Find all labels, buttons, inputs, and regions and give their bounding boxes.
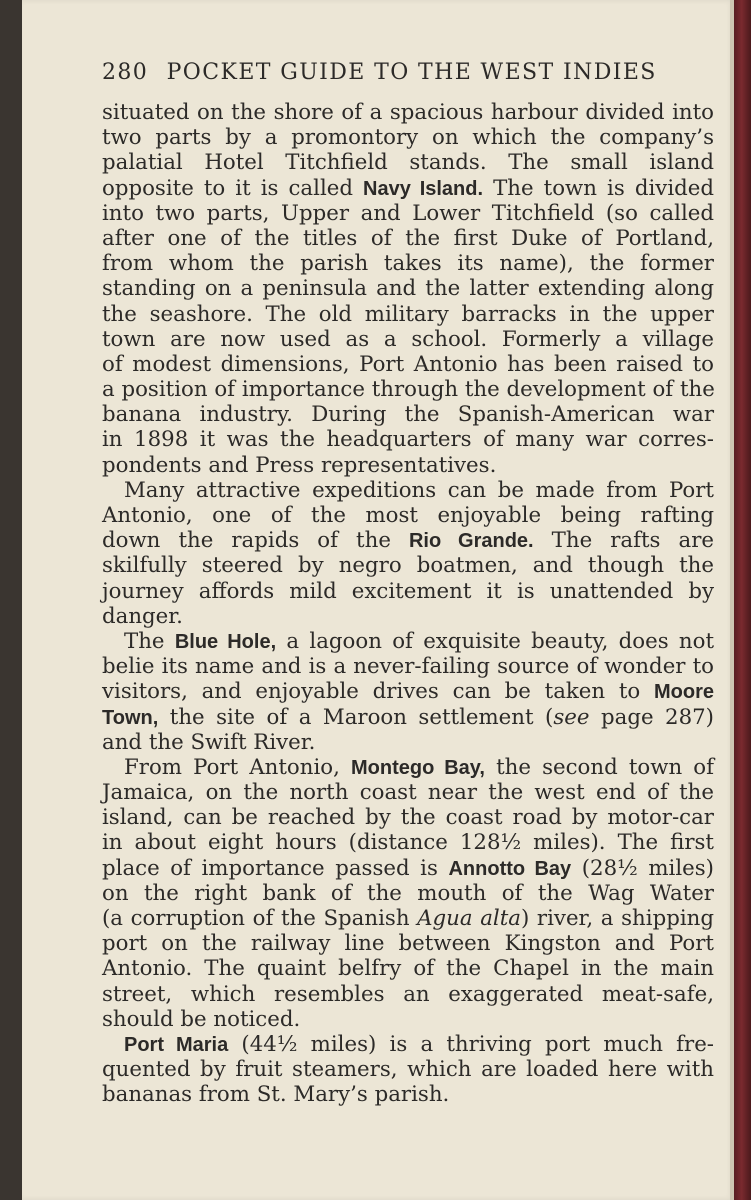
text-run: Jamaica, on the north coast near the west end of the xyxy=(102,780,714,806)
text-line xyxy=(102,276,714,301)
text-line xyxy=(102,654,714,679)
text-line xyxy=(102,780,714,805)
place-name: Moore xyxy=(654,681,714,704)
text-line xyxy=(102,982,714,1007)
text-line xyxy=(102,604,714,629)
text-run: two parts by a promontory on which the company’s xyxy=(102,125,714,151)
text-line xyxy=(102,679,714,704)
text-run: From Port Antonio, xyxy=(124,754,351,780)
text-line xyxy=(102,805,714,830)
text-run: The town is divided xyxy=(483,175,714,201)
text-run: a position of importance through the development of the xyxy=(102,377,715,403)
text-line xyxy=(102,579,714,604)
text-line xyxy=(102,352,714,377)
place-name: Annotto Bay xyxy=(448,857,572,880)
text-run: street, which resembles an exaggerated meat-safe, xyxy=(102,981,714,1007)
text-line xyxy=(102,931,714,956)
text-line xyxy=(102,176,714,201)
text-line xyxy=(102,251,714,276)
text-line xyxy=(102,150,714,175)
text-line xyxy=(102,553,714,578)
text-run: of modest dimensions, Port Antonio has been raised to xyxy=(102,351,714,377)
text-run: (a corruption of the Spanish xyxy=(102,906,418,931)
text-line xyxy=(102,100,714,125)
text-run: in 1898 it was the headquarters of many war corres- xyxy=(102,427,714,453)
text-run: skilfully steered by negro boatmen, and though the xyxy=(102,553,714,579)
text-line xyxy=(102,125,714,150)
text-run: The rafts are xyxy=(533,528,715,554)
italic-word: see xyxy=(553,704,590,730)
text-run: the site of a Maroon settlement ( xyxy=(158,704,554,730)
text-line xyxy=(102,755,714,780)
text-run: quented by fruit steamers, which are loaded here with xyxy=(102,1057,714,1083)
text-run: place of importance passed is xyxy=(102,855,449,881)
book-spine xyxy=(734,0,751,1200)
text-line xyxy=(102,377,714,402)
text-run: journey affords mild excitement it is unattended by xyxy=(102,578,714,604)
text-run: (44½ miles) is a thriving port much fre- xyxy=(228,1031,714,1057)
text-line xyxy=(102,956,714,981)
text-line xyxy=(102,906,714,931)
place-name: Blue Hole, xyxy=(174,630,277,653)
text-line xyxy=(102,201,714,226)
text-line xyxy=(102,528,714,553)
text-line xyxy=(102,226,714,251)
text-line xyxy=(102,453,714,478)
italic-word: Agua alta xyxy=(417,906,521,931)
text-run: and the Swift River. xyxy=(102,729,316,755)
text-run: danger. xyxy=(102,603,183,629)
text-run: in about eight hours (distance 128½ miles). The first xyxy=(102,830,714,856)
text-run: a lagoon of exquisite beauty, does not xyxy=(276,628,715,654)
text-run: palatial Hotel Titchfield stands. The small island xyxy=(102,150,714,176)
text-line xyxy=(102,427,714,452)
page-header xyxy=(102,60,662,85)
text-run: down the rapids of the xyxy=(102,528,409,554)
text-run: standing on a peninsula and the latter extending along xyxy=(102,276,714,302)
place-name: Navy Island. xyxy=(363,177,484,200)
place-name: Port Maria xyxy=(124,1033,229,1056)
book-page xyxy=(22,0,734,1200)
text-run: the seashore. The old military barracks in the upper xyxy=(102,301,714,327)
text-line xyxy=(102,856,714,881)
text-run: ) river, a shipping xyxy=(521,906,714,931)
place-name: Rio Grande. xyxy=(408,530,534,553)
text-line xyxy=(102,327,714,352)
text-run: into two parts, Upper and Lower Titchfield (so called xyxy=(102,200,714,226)
text-run: after one of the titles of the first Duke of Portland, xyxy=(102,225,714,251)
place-name: Montego Bay, xyxy=(350,756,485,779)
place-name: Town, xyxy=(102,706,159,729)
text-run: from whom the parish takes its name), the former xyxy=(102,251,714,277)
text-run: banana industry. During the Spanish-American war xyxy=(102,402,714,428)
text-run: page 287) xyxy=(589,704,714,730)
text-run: Antonio. The quaint belfry of the Chapel in the main xyxy=(102,956,714,982)
text-line xyxy=(102,1057,714,1082)
text-line xyxy=(102,881,714,906)
text-run: Many attractive expeditions can be made from Port xyxy=(124,477,714,503)
text-line xyxy=(102,629,714,654)
text-run: opposite to it is called xyxy=(102,175,364,201)
text-line xyxy=(102,1082,714,1107)
text-run: pondents and Press representatives. xyxy=(102,452,497,478)
text-run: visitors, and enjoyable drives can be taken to xyxy=(102,679,654,705)
text-line xyxy=(102,1007,714,1032)
text-line xyxy=(102,830,714,855)
page-number: 280 xyxy=(102,60,149,85)
text-run: bananas from St. Mary’s parish. xyxy=(102,1082,450,1108)
text-run: belie its name and is a never-failing source of wonder to xyxy=(102,654,714,680)
body-text xyxy=(102,100,714,1108)
text-line xyxy=(102,730,714,755)
text-run: situated on the shore of a spacious harbour divided into xyxy=(102,100,714,125)
text-line xyxy=(102,503,714,528)
text-line xyxy=(102,402,714,427)
text-run: should be noticed. xyxy=(102,1006,301,1032)
text-run: Antonio, one of the most enjoyable being rafting xyxy=(102,503,714,528)
text-line xyxy=(102,302,714,327)
text-run: on the right bank of the mouth of the Wag Water xyxy=(102,880,714,906)
text-line xyxy=(102,1032,714,1057)
text-run: the second town of xyxy=(484,754,714,780)
text-run: The xyxy=(124,628,175,654)
text-run: port on the railway line between Kingston and Port xyxy=(102,931,714,957)
text-line xyxy=(102,478,714,503)
text-run: island, can be reached by the coast road by motor-car xyxy=(102,805,714,831)
text-run: town are now used as a school. Formerly a village xyxy=(102,326,714,352)
text-line xyxy=(102,705,714,730)
running-title: POCKET GUIDE TO THE WEST INDIES xyxy=(166,60,657,85)
text-run: (28½ miles) xyxy=(571,855,714,881)
